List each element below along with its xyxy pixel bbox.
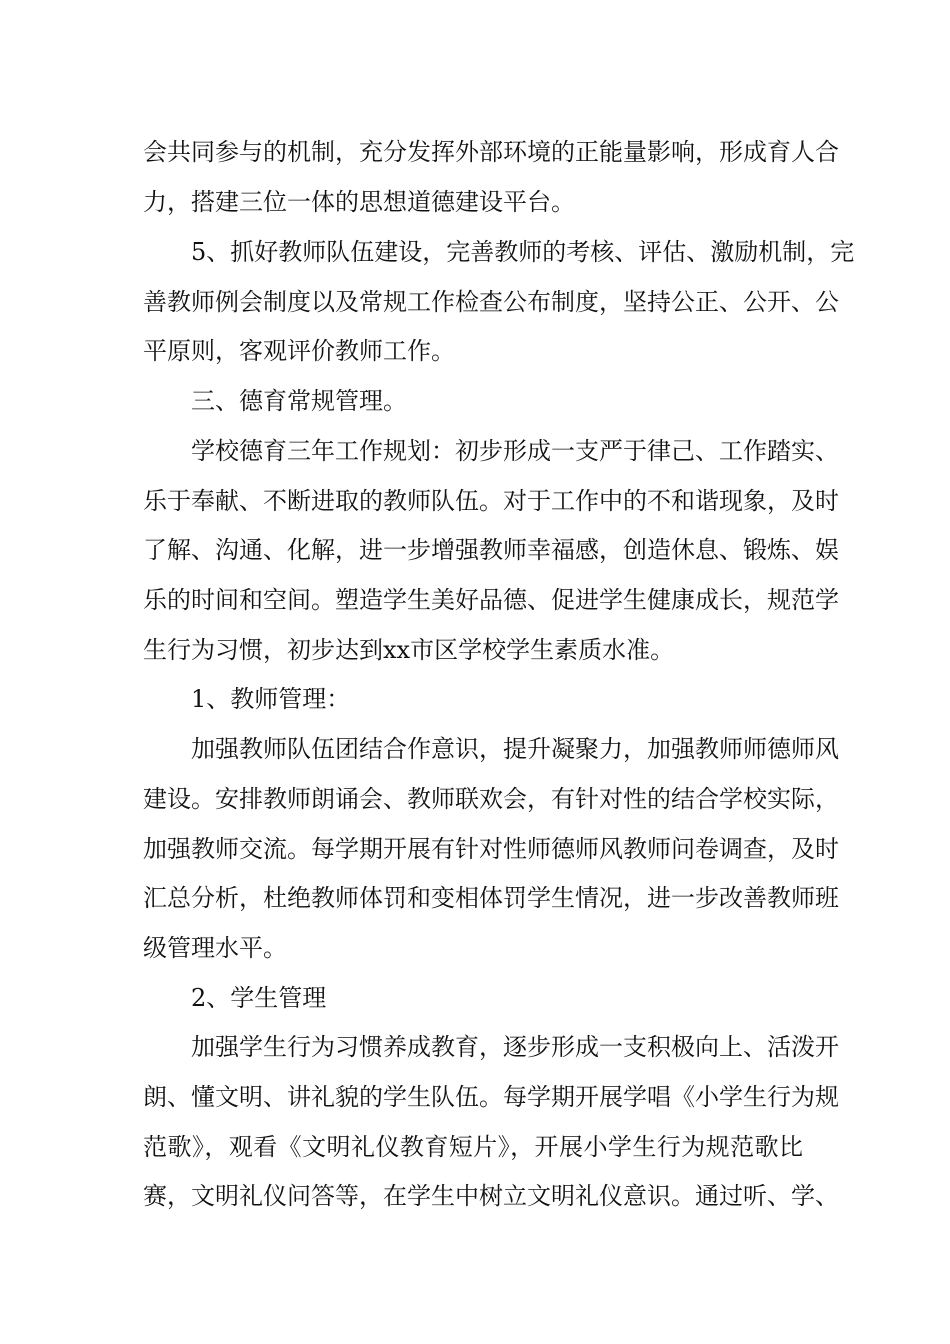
paragraph-line: 生行为习惯，初步达到xx市区学校学生素质水准。 [143,636,675,664]
paragraph-line: 加强教师交流。每学期开展有针对性师德师风教师问卷调查，及时 [143,835,839,863]
paragraph-line: 加强学生行为习惯养成教育，逐步形成一支积极向上、活泼开 [191,1033,839,1061]
paragraph-line: 级管理水平。 [143,934,287,962]
paragraph-line: 了解、沟通、化解，进一步增强教师幸福感，创造休息、锻炼、娱 [143,536,839,564]
paragraph-line: 善教师例会制度以及常规工作检查公布制度，坚持公正、公开、公 [143,288,839,316]
paragraph-line: 学校德育三年工作规划：初步形成一支严于律己、工作踏实、 [191,437,839,465]
paragraph-line: 范歌》，观看《文明礼仪教育短片》，开展小学生行为规范歌比 [143,1133,803,1161]
paragraph-line: 汇总分析，杜绝教师体罚和变相体罚学生情况，进一步改善教师班 [143,884,839,912]
subsection-heading: 1、教师管理： [191,685,351,713]
section-heading: 三、德育常规管理。 [191,387,407,415]
paragraph-line: 乐的时间和空间。塑造学生美好品德、促进学生健康成长，规范学 [143,586,839,614]
subsection-heading: 2、学生管理 [191,984,327,1012]
paragraph-line: 加强教师队伍团结合作意识，提升凝聚力，加强教师师德师风 [191,735,839,763]
paragraph-line: 乐于奉献、不断进取的教师队伍。对于工作中的不和谐现象，及时 [143,487,839,515]
paragraph-line: 建设。安排教师朗诵会、教师联欢会，有针对性的结合学校实际， [143,785,839,813]
paragraph-line: 力，搭建三位一体的思想道德建设平台。 [143,188,575,216]
paragraph-line: 会共同参与的机制，充分发挥外部环境的正能量影响，形成育人合 [143,138,839,166]
paragraph-line: 平原则，客观评价教师工作。 [143,337,455,365]
paragraph-line: 赛，文明礼仪问答等，在学生中树立文明礼仪意识。通过听、学、 [143,1182,839,1210]
paragraph-line: 朗、懂文明、讲礼貌的学生队伍。每学期开展学唱《小学生行为规 [143,1083,839,1111]
paragraph-line: 5、抓好教师队伍建设，完善教师的考核、评估、激励机制，完 [191,238,855,266]
